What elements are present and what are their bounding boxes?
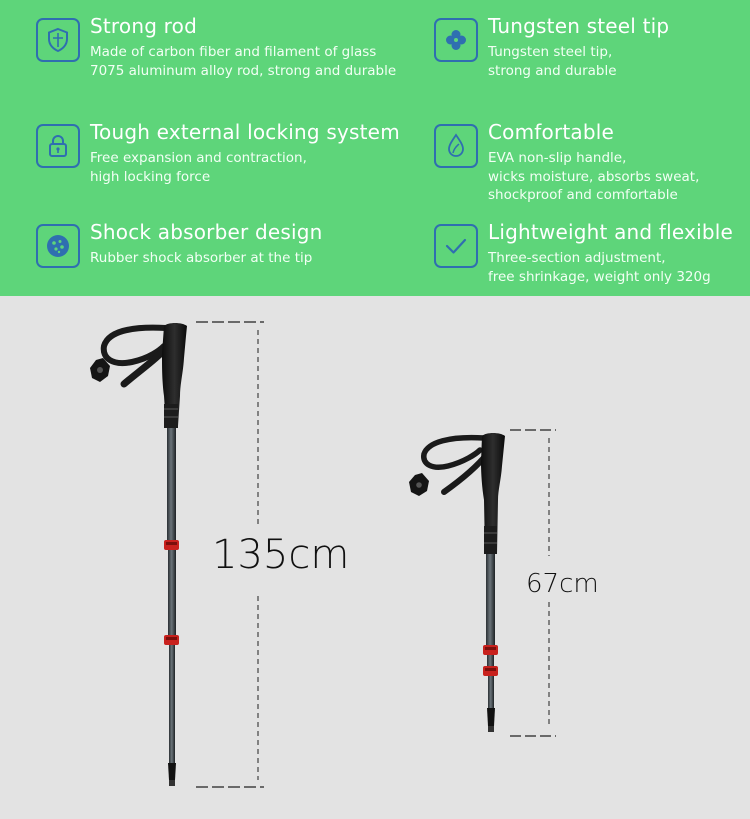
feature-title: Shock absorber design (90, 220, 323, 244)
checkmark-icon (434, 224, 478, 268)
feature-description: Rubber shock absorber at the tip (90, 250, 313, 266)
mud-basket-icon (409, 473, 429, 496)
padlock-icon (36, 124, 80, 168)
flip-lock-icon (483, 645, 498, 655)
product-dimensions (0, 296, 750, 815)
feature-title: Tough external locking system (90, 120, 400, 144)
feature-description: Made of carbon fiber and filament of glass 7075 aluminum alloy rod, strong and durable (90, 44, 397, 79)
collapsed-length-label: 67cm (526, 569, 599, 599)
collapsed-length-marker (510, 430, 599, 736)
extended-trekking-pole (90, 323, 187, 786)
clover-icon (434, 18, 478, 62)
shock-ball-icon (36, 224, 80, 268)
feature-title: Comfortable (488, 120, 615, 144)
flip-lock-icon (483, 666, 498, 676)
flip-lock-icon (164, 540, 179, 550)
collapsed-trekking-pole (409, 433, 505, 732)
extended-length-marker (196, 322, 349, 787)
shield-icon (36, 18, 80, 62)
feature-title: Tungsten steel tip (488, 14, 670, 38)
flip-lock-icon (164, 635, 179, 645)
extended-length-label: 135cm (212, 532, 350, 578)
feature-description: EVA non-slip handle, wicks moisture, absorbs sweat, shockproof and comfortable (488, 150, 700, 203)
feature-description: Three-section adjustment, free shrinkage, weight only 320g (488, 250, 711, 285)
feature-description: Tungsten steel tip, strong and durable (488, 44, 617, 79)
feature-title: Lightweight and flexible (488, 220, 733, 244)
feature-title: Strong rod (90, 14, 197, 38)
features-banner (0, 0, 750, 296)
leaf-drop-icon (434, 124, 478, 168)
feature-description: Free expansion and contraction, high locking force (90, 150, 307, 185)
